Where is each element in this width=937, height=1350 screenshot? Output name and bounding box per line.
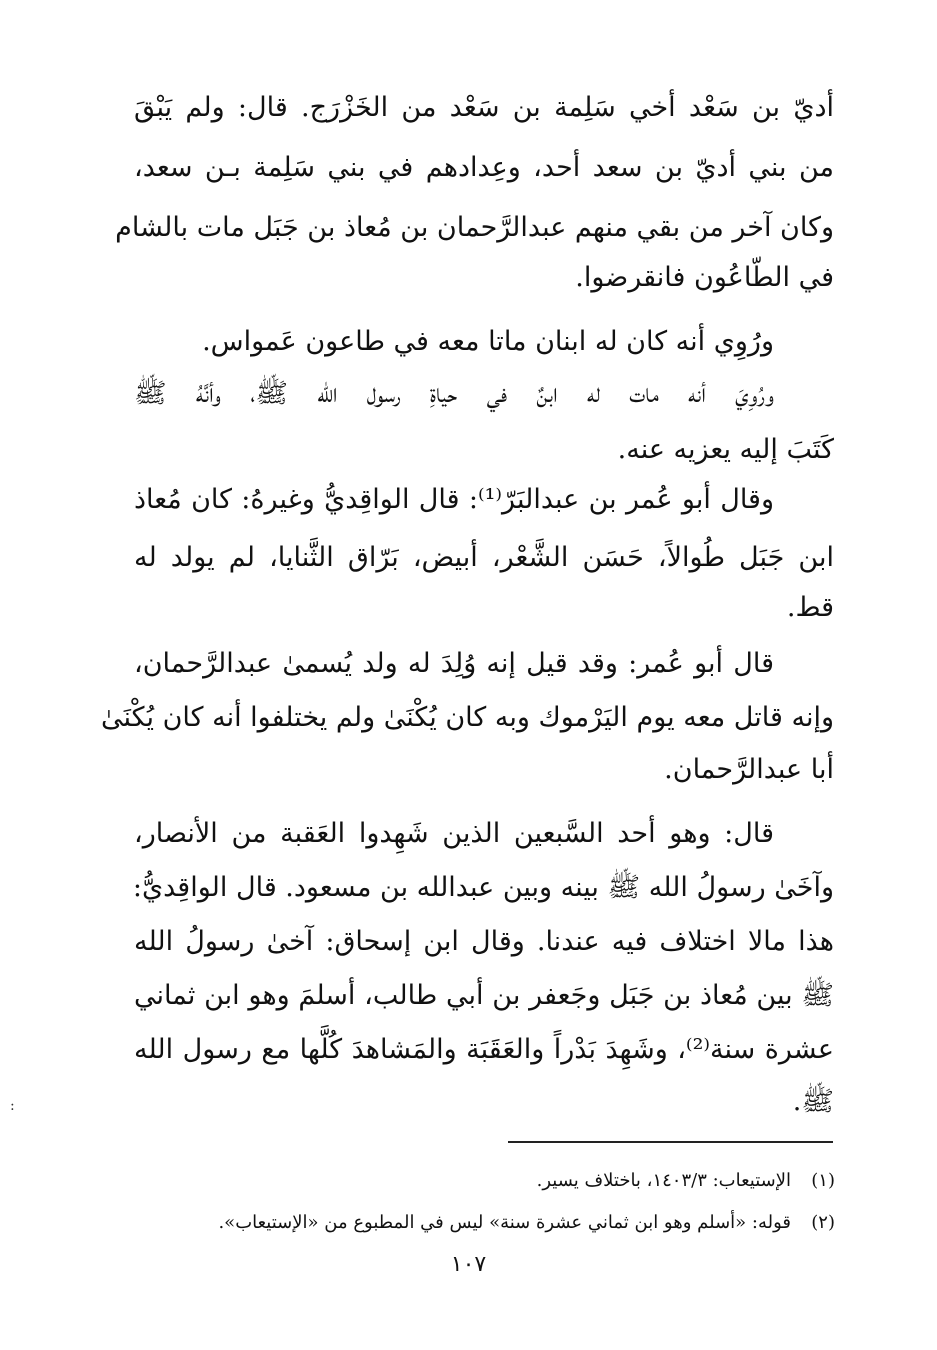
text-line: ابن جَبَل طُوالاً، حَسَن الشَّعْر، أبيض، بَرّاق الثَّنايا، لم يولد له [134,542,834,573]
text-line: هذا مالا اختلاف فيه عندنا. وقال ابن إسحاق: آخىٰ رسولُ الله [134,926,834,957]
text-line: قط. [786,592,834,623]
text-line: أديّ بن سَعْد أخي سَلِمة بن سَعْد من الخَزْرَج. قال: ولم يَبْقَ [134,92,834,123]
text-line: من بني أديّ بن سعد أحد، وعِدادهم في بني سَلِمة بـن سعد، [134,152,834,183]
text-line: قال أبو عُمر: وقد قيل إنه وُلِدَ له ولد يُسمىٰ عبدالرَّحمان، [134,648,774,679]
page-number: ١٠٧ [450,1252,487,1277]
text-line: كَتَبَ إليه يعزيه عنه. [617,434,834,465]
text-line: في الطّاعُون فانقرضوا. [575,262,834,293]
footnote-1 [537,1168,835,1194]
footnote-text: قوله: «أسلم وهو ابن ثماني عشرة سنة» ليس في المطبوع من «الإستيعاب». [218,1212,791,1233]
text-line: ورُوِي أنه كان له ابنان ماتا معه في طاعون عَمواس. [202,326,774,357]
text-line: وآخَىٰ رسولُ الله ﷺ بينه وبين عبدالله بن مسعود. قال الواقِديُّ: [132,872,834,903]
text-line: وقال أبو عُمر بن عبدالبَرّ⁽¹⁾: قال الواقِديُّ وغيرهُ: كان مُعاذ [134,484,774,515]
footnote-number: (١) [811,1170,835,1191]
footnote-2 [218,1210,835,1236]
footnote-divider [508,1141,833,1143]
text-line: وإنه قاتل معه يوم اليَرْموك وبه كان يُكْنَىٰ ولم يختلفوا أنه كان يُكْنَىٰ [100,702,834,733]
text-line: قال: وهو أحد السَّبعين الذين شَهِدوا العَقبة من الأنصار، [134,818,774,849]
margin-mark: : [10,1098,15,1114]
text-line: وكان آخر من بقي منهم عبدالرَّحمان بن مُعاذ بن جَبَل مات بالشام [115,212,834,243]
text-line: ﷺ بين مُعاذ بن جَبَل وجَعفر بن أبي طالب، أسلمَ وهو ابن ثماني [134,980,834,1011]
text-line: ورُوِيَ أنه مات له ابنٌ في حياةِ رسول الله ﷺ، وأنَّهُ ﷺ [134,378,774,409]
text-line: عشرة سنة⁽²⁾، وشَهِدَ بَدْراً والعَقَبَة والمَشاهدَ كُلَّها مع رسول الله [134,1034,834,1065]
text-line: ﷺ. [792,1086,834,1117]
footnote-number: (٢) [811,1212,835,1233]
main-text [100,0,834,1140]
text-line: أبا عبدالرَّحمان. [664,754,834,785]
footnote-text: الإستيعاب: ١٤٠٣/٣، باختلاف يسير. [536,1170,791,1191]
